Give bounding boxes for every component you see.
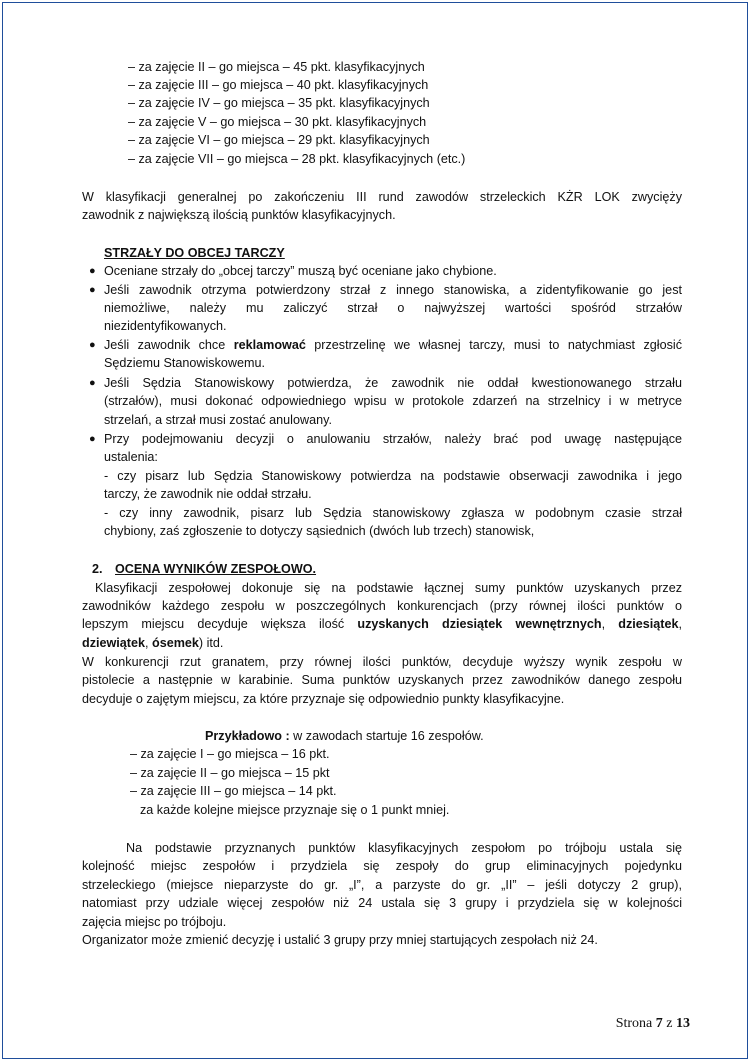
paragraph-line: strzeleckiego (miejsce nieparzyste do gr. „I”, a parzyste do gr. „II” – jeśli dotyczy 2 grup), — [82, 878, 682, 892]
bullet-icon: ● — [89, 339, 96, 351]
paragraph-line: decyduje o zajętym miejscu, za które przyznaje się odpowiednio punkty klasyfikacyjne. — [82, 692, 565, 706]
example-list-item: – za zajęcie I – go miejsca – 16 pkt. — [130, 747, 330, 761]
general-classification-line: W klasyfikacji generalnej po zakończeniu III rund zawodów strzeleckich KŻR LOK zwycięży — [82, 190, 682, 204]
ranking-list-item: – za zajęcie II – go miejsca – 45 pkt. klasyfikacyjnych — [128, 60, 425, 74]
bullet-text: Sędziemu Stanowiskowemu. — [104, 356, 265, 370]
paragraph-line: pistolecie a następnie w karabinie. Suma punktów uzyskanych przez zawodników danego zespołu — [82, 673, 682, 687]
paragraph-line: lepszym miejscu decyduje większa ilość uzyskanych dziesiątek wewnętrznych, dziesiątek, — [82, 617, 682, 631]
example-list-item: – za zajęcie III – go miejsca – 14 pkt. — [130, 784, 337, 798]
bullet-icon: ● — [89, 284, 96, 296]
bullet-text: - czy inny zawodnik, pisarz lub Sędzia stanowiskowy zgłasza w podobnym czasie strzał — [104, 506, 682, 520]
paragraph-line: W konkurencji rzut granatem, przy równej ilości punktów, decyduje wyższy wynik zespołu w — [82, 655, 682, 669]
paragraph-line: dziewiątek, ósemek) itd. — [82, 636, 224, 650]
section-number: 2. — [92, 562, 103, 576]
bullet-icon: ● — [89, 265, 96, 277]
bullet-text: ustalenia: — [104, 450, 158, 464]
ranking-list-item: – za zajęcie III – go miejsca – 40 pkt. klasyfikacyjnych — [128, 78, 429, 92]
bullet-text: - czy pisarz lub Sędzia Stanowiskowy potwierdza na podstawie obserwacji zawodnika i jego — [104, 469, 682, 483]
ranking-list-item: – za zajęcie VII – go miejsca – 28 pkt. klasyfikacyjnych (etc.) — [128, 152, 466, 166]
bullet-text: Jeśli zawodnik chce reklamować przestrzelinę we własnej tarczy, musi to natychmiast zgłosić — [104, 338, 683, 352]
bullet-text: Oceniane strzały do „obcej tarczy” muszą być oceniane jako chybione. — [104, 264, 497, 278]
paragraph-line: zajęcia miejsc po trójboju. — [82, 915, 227, 929]
section-heading: OCENA WYNIKÓW ZESPOŁOWO. — [115, 562, 317, 576]
bullet-text: strzelań, a strzał musi zostać anulowany. — [104, 413, 332, 427]
bullet-text: niemożliwe, należy mu zaliczyć strzał o najwyższej wartości spośród strzałów — [104, 301, 682, 315]
general-classification-line: zawodnik z największą ilością punktów klasyfikacyjnych. — [82, 208, 396, 222]
bullet-icon: ● — [89, 377, 96, 389]
example-list-item: – za zajęcie II – go miejsca – 15 pkt — [130, 766, 330, 780]
bullet-icon: ● — [89, 433, 96, 445]
paragraph-line: kolejność miejsc zespołów i przydziela się zespoły do grup eliminacyjnych pojedynku — [82, 859, 682, 873]
ranking-list-item: – za zajęcie IV – go miejsca – 35 pkt. klasyfikacyjnych — [128, 96, 430, 110]
bullet-text: niezidentyfikowanych. — [104, 319, 227, 333]
page-number: Strona 7 z 13 — [615, 1016, 690, 1031]
paragraph-line: Na podstawie przyznanych punktów klasyfikacyjnych zespołom po trójboju ustala się — [126, 841, 682, 855]
bullet-text: Przy podejmowaniu decyzji o anulowaniu strzałów, należy brać pod uwagę następujące — [104, 432, 682, 446]
paragraph-line: Organizator może zmienić decyzję i ustalić 3 grupy przy mniej startujących zespołach niż 24. — [82, 933, 598, 947]
paragraph-line: zawodników każdego zespołu w poszczególnych konkurencjach (przy równej ilości punktów o — [82, 599, 682, 613]
bullet-text: chybiony, zaś zgłoszenie to dotyczy sąsiednich (dwóch lub trzech) stanowisk, — [104, 524, 535, 538]
example-note: za każde kolejne miejsce przyznaje się o 1 punkt mniej. — [140, 803, 450, 817]
section-heading: STRZAŁY DO OBCEJ TARCZY — [104, 246, 285, 260]
paragraph-line: natomiast przy udziale więcej zespołów niż 24 ustala się 3 grupy i przydziela się w kolejności — [82, 896, 682, 910]
bullet-text: (strzałów), musi dokonać odpowiedniego wpisu w protokole zdarzeń na strzelnicy i w metryce — [104, 394, 682, 408]
bullet-text: Jeśli Sędzia Stanowiskowy potwierdza, że zawodnik nie oddał kwestionowanego strzału — [104, 376, 682, 390]
example-line: Przykładowo : w zawodach startuje 16 zespołów. — [205, 729, 484, 743]
ranking-list-item: – za zajęcie VI – go miejsca – 29 pkt. klasyfikacyjnych — [128, 133, 430, 147]
bullet-text: tarczy, że zawodnik nie oddał strzału. — [104, 487, 312, 501]
paragraph-line: Klasyfikacji zespołowej dokonuje się na podstawie łącznej sumy punktów uzyskanych przez — [95, 581, 682, 595]
bullet-text: Jeśli zawodnik otrzyma potwierdzony strzał z innego stanowiska, a zidentyfikowanie go jest — [104, 283, 682, 297]
ranking-list-item: – za zajęcie V – go miejsca – 30 pkt. klasyfikacyjnych — [128, 115, 427, 129]
